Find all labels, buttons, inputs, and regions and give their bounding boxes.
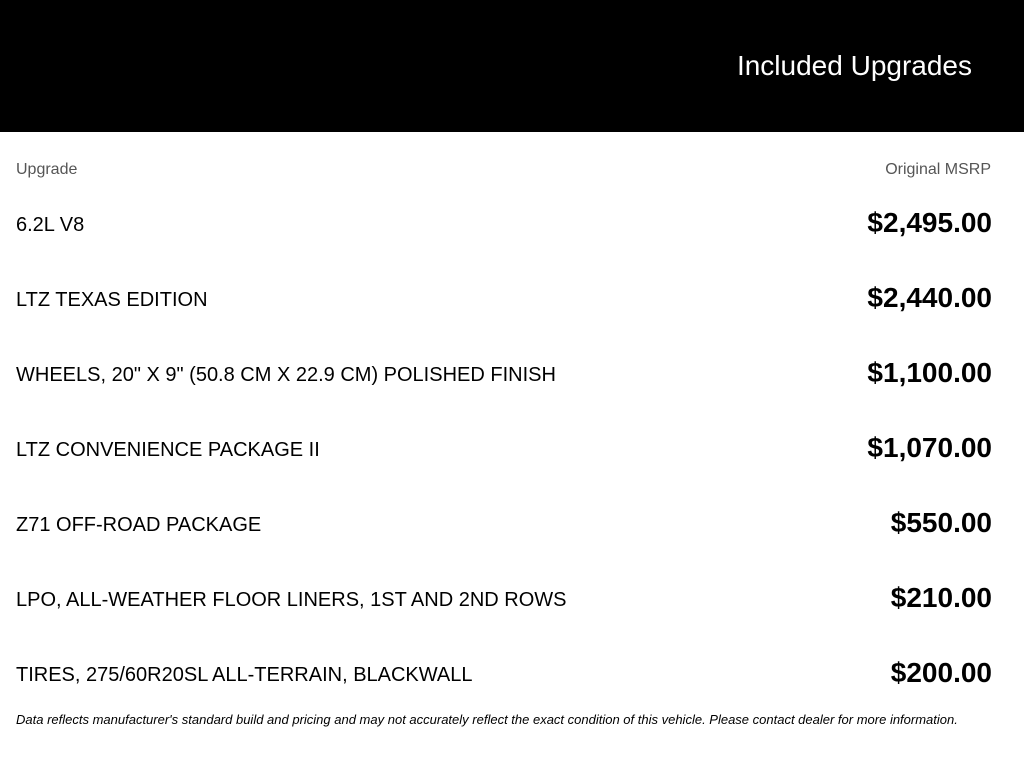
upgrade-price: $200.00 xyxy=(890,657,992,688)
table-row xyxy=(0,185,1024,260)
table-row xyxy=(0,410,1024,485)
upgrade-price: $2,440.00 xyxy=(867,282,992,313)
column-header-msrp: Original MSRP xyxy=(885,161,991,178)
upgrade-price: $2,495.00 xyxy=(867,207,992,238)
upgrades-list xyxy=(0,185,1024,710)
table-row xyxy=(0,635,1024,710)
upgrade-name: LPO, ALL-WEATHER FLOOR LINERS, 1ST AND 2ND ROWS xyxy=(16,589,567,611)
upgrade-name: WHEELS, 20" X 9" (50.8 CM X 22.9 CM) POLISHED FINISH xyxy=(16,364,556,386)
table-row xyxy=(0,260,1024,335)
upgrade-price: $550.00 xyxy=(890,507,992,538)
disclaimer-text: Data reflects manufacturer's standard build and pricing and may not accurately reflect the exact condition of this vehicle. Please contact dealer for more information. xyxy=(16,712,958,727)
table-row xyxy=(0,335,1024,410)
header-banner xyxy=(0,0,1024,132)
upgrade-price: $210.00 xyxy=(890,582,992,613)
upgrade-price: $1,070.00 xyxy=(867,432,992,463)
table-row xyxy=(0,485,1024,560)
upgrade-name: Z71 OFF-ROAD PACKAGE xyxy=(16,514,262,536)
table-row xyxy=(0,560,1024,635)
upgrade-price: $1,100.00 xyxy=(867,357,992,388)
upgrade-name: TIRES, 275/60R20SL ALL-TERRAIN, BLACKWALL xyxy=(16,664,473,686)
upgrade-name: LTZ CONVENIENCE PACKAGE II xyxy=(16,439,320,461)
page-title: Included Upgrades xyxy=(736,50,972,81)
upgrade-name: 6.2L V8 xyxy=(16,214,85,236)
upgrade-name: LTZ TEXAS EDITION xyxy=(16,289,208,311)
column-header-upgrade: Upgrade xyxy=(16,161,78,178)
